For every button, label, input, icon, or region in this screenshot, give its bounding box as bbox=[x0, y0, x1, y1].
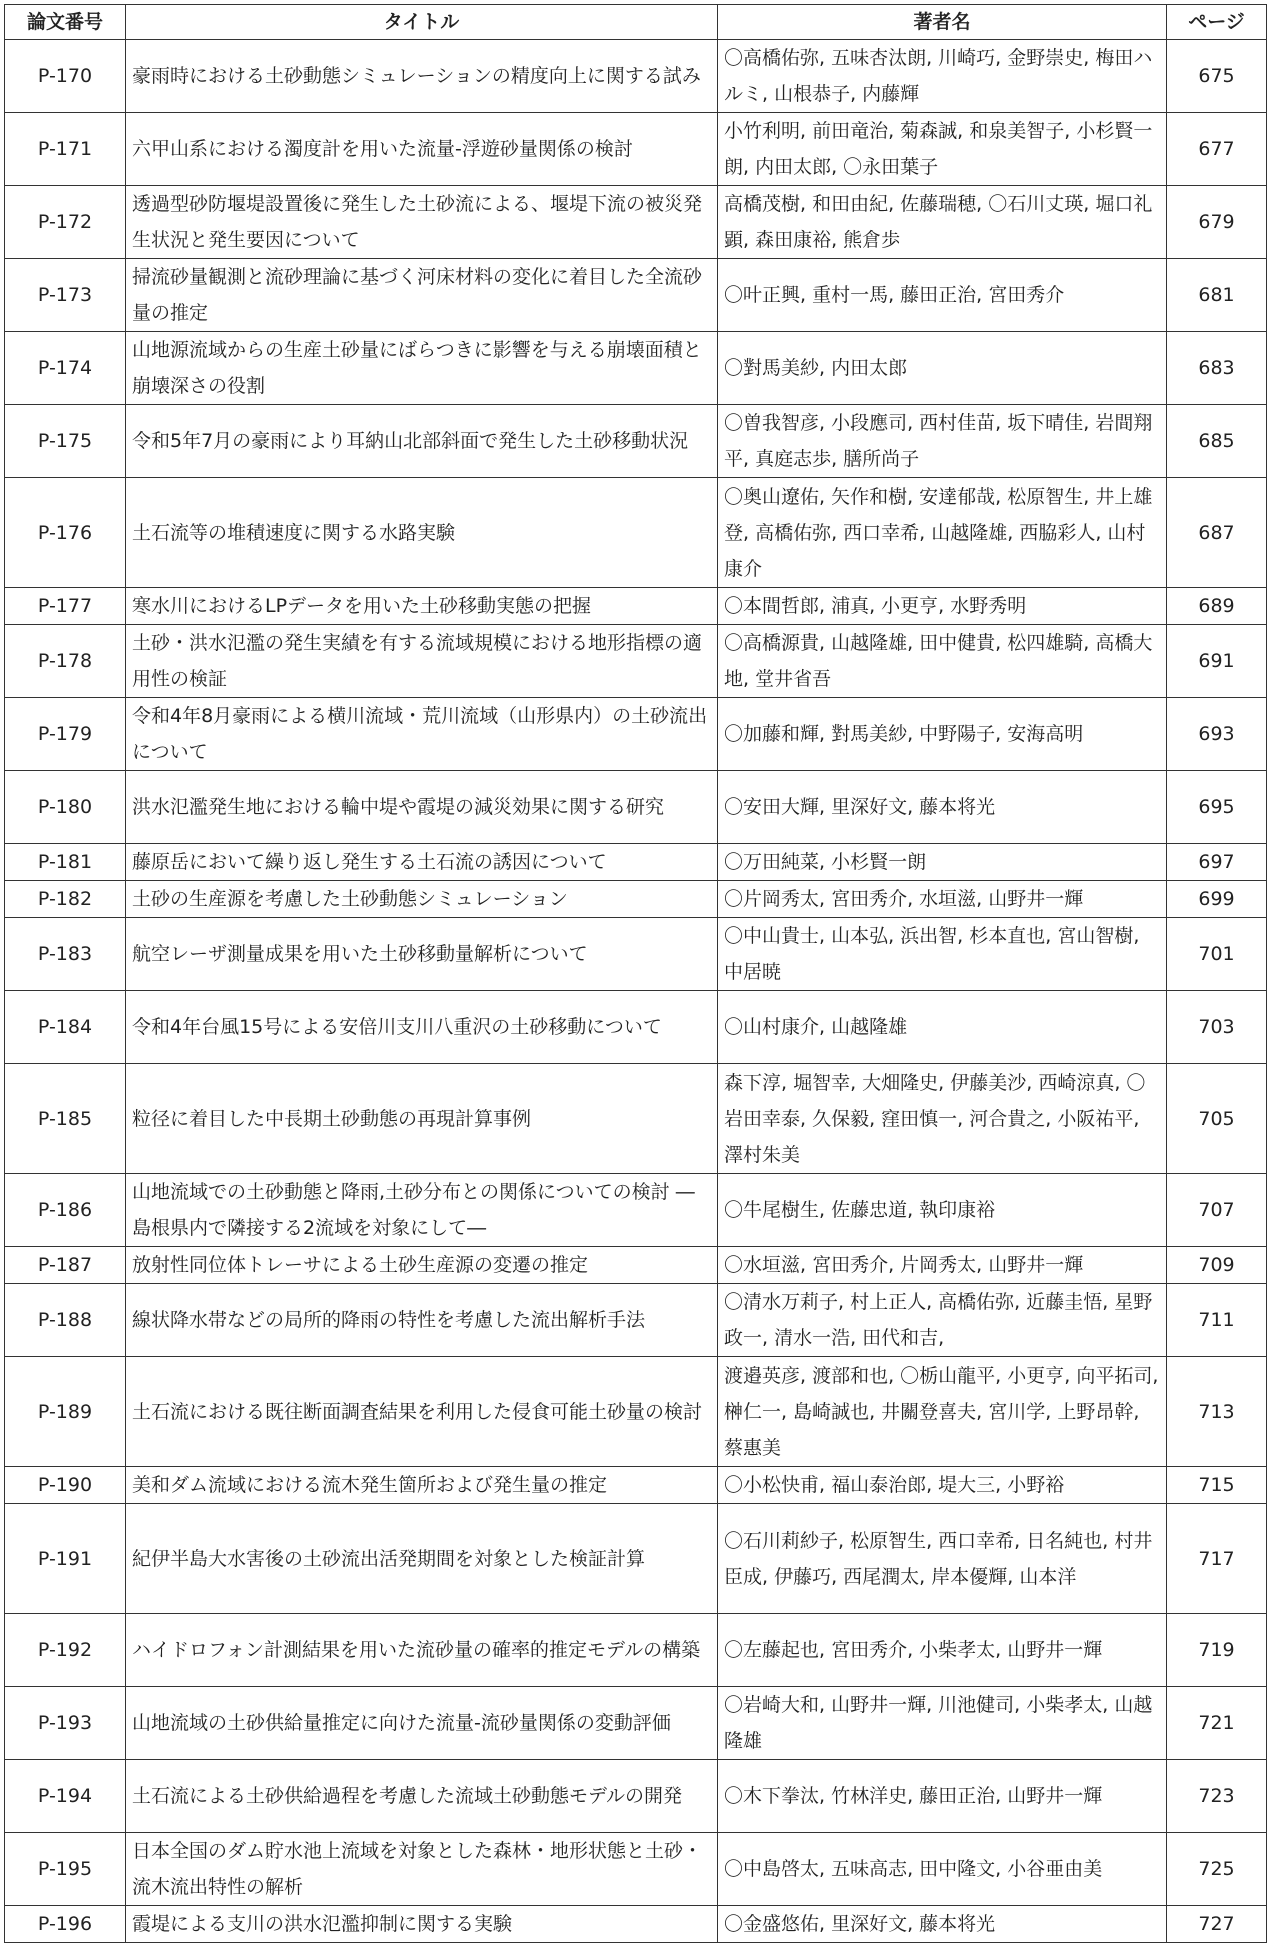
cell-authors: 〇牛尾樹生, 佐藤忠道, 執印康裕 bbox=[718, 1174, 1167, 1247]
cell-page: 711 bbox=[1167, 1284, 1267, 1357]
cell-paper-id: P-183 bbox=[5, 918, 126, 991]
cell-page: 693 bbox=[1167, 698, 1267, 771]
table-row bbox=[5, 1504, 1267, 1614]
cell-paper-id: P-173 bbox=[5, 259, 126, 332]
header-authors: 著者名 bbox=[718, 5, 1167, 40]
cell-title: 紀伊半島大水害後の土砂流出活発期間を対象とした検証計算 bbox=[126, 1504, 718, 1614]
cell-title: 豪雨時における土砂動態シミュレーションの精度向上に関する試み bbox=[126, 40, 718, 113]
header-row bbox=[5, 5, 1267, 40]
cell-page: 687 bbox=[1167, 478, 1267, 588]
cell-authors: 〇本間哲郎, 浦真, 小更亨, 水野秀明 bbox=[718, 588, 1167, 625]
cell-authors: 〇中山貴士, 山本弘, 浜出智, 杉本直也, 宮山智樹, 中居暁 bbox=[718, 918, 1167, 991]
cell-title: 放射性同位体トレーサによる土砂生産源の変遷の推定 bbox=[126, 1247, 718, 1284]
cell-page: 703 bbox=[1167, 991, 1267, 1064]
table-body bbox=[5, 40, 1267, 1943]
paper-list bbox=[4, 4, 1267, 1943]
cell-paper-id: P-193 bbox=[5, 1687, 126, 1760]
cell-authors: 〇中島啓太, 五味高志, 田中隆文, 小谷亜由美 bbox=[718, 1833, 1167, 1906]
table-row bbox=[5, 625, 1267, 698]
table-row bbox=[5, 405, 1267, 478]
cell-paper-id: P-185 bbox=[5, 1064, 126, 1174]
cell-paper-id: P-178 bbox=[5, 625, 126, 698]
table-row bbox=[5, 1687, 1267, 1760]
paper-table bbox=[4, 4, 1267, 1943]
table-row bbox=[5, 40, 1267, 113]
cell-paper-id: P-189 bbox=[5, 1357, 126, 1467]
cell-paper-id: P-171 bbox=[5, 113, 126, 186]
cell-title: 透過型砂防堰堤設置後に発生した土砂流による、堰堤下流の被災発生状況と発生要因について bbox=[126, 186, 718, 259]
cell-authors: 〇安田大輝, 里深好文, 藤本将光 bbox=[718, 771, 1167, 844]
cell-authors: 渡邉英彦, 渡部和也, 〇栃山龍平, 小更亨, 向平拓司, 榊仁一, 島崎誠也, 井關登喜夫, 宮川学, 上野昂幹, 蔡惠美 bbox=[718, 1357, 1167, 1467]
cell-authors: 〇岩崎大和, 山野井一輝, 川池健司, 小柴孝太, 山越隆雄 bbox=[718, 1687, 1167, 1760]
cell-paper-id: P-191 bbox=[5, 1504, 126, 1614]
cell-page: 689 bbox=[1167, 588, 1267, 625]
cell-authors: 〇石川莉紗子, 松原智生, 西口幸希, 日名純也, 村井臣成, 伊藤巧, 西尾潤太, 岸本優輝, 山本洋 bbox=[718, 1504, 1167, 1614]
cell-paper-id: P-186 bbox=[5, 1174, 126, 1247]
cell-paper-id: P-187 bbox=[5, 1247, 126, 1284]
header-page: ページ bbox=[1167, 5, 1267, 40]
cell-authors: 〇水垣滋, 宮田秀介, 片岡秀太, 山野井一輝 bbox=[718, 1247, 1167, 1284]
cell-page: 713 bbox=[1167, 1357, 1267, 1467]
table-row bbox=[5, 1614, 1267, 1687]
cell-title: 土石流における既往断面調査結果を利用した侵食可能土砂量の検討 bbox=[126, 1357, 718, 1467]
cell-title: 霞堤による支川の洪水氾濫抑制に関する実験 bbox=[126, 1906, 718, 1943]
cell-page: 717 bbox=[1167, 1504, 1267, 1614]
cell-page: 691 bbox=[1167, 625, 1267, 698]
cell-authors: 〇左藤起也, 宮田秀介, 小柴孝太, 山野井一輝 bbox=[718, 1614, 1167, 1687]
cell-page: 675 bbox=[1167, 40, 1267, 113]
table-row bbox=[5, 1174, 1267, 1247]
cell-paper-id: P-188 bbox=[5, 1284, 126, 1357]
cell-paper-id: P-181 bbox=[5, 844, 126, 881]
cell-title: 藤原岳において繰り返し発生する土石流の誘因について bbox=[126, 844, 718, 881]
cell-authors: 〇万田純菜, 小杉賢一朗 bbox=[718, 844, 1167, 881]
cell-paper-id: P-172 bbox=[5, 186, 126, 259]
cell-page: 725 bbox=[1167, 1833, 1267, 1906]
cell-page: 721 bbox=[1167, 1687, 1267, 1760]
table-row bbox=[5, 588, 1267, 625]
cell-authors: 〇高橋源貴, 山越隆雄, 田中健貴, 松四雄騎, 高橋大地, 堂井省吾 bbox=[718, 625, 1167, 698]
cell-paper-id: P-180 bbox=[5, 771, 126, 844]
cell-paper-id: P-195 bbox=[5, 1833, 126, 1906]
cell-title: 山地流域の土砂供給量推定に向けた流量-流砂量関係の変動評価 bbox=[126, 1687, 718, 1760]
cell-paper-id: P-176 bbox=[5, 478, 126, 588]
table-row bbox=[5, 1064, 1267, 1174]
cell-authors: 〇高橋佑弥, 五味杏汰朗, 川崎巧, 金野崇史, 梅田ハルミ, 山根恭子, 内藤輝 bbox=[718, 40, 1167, 113]
table-row bbox=[5, 1357, 1267, 1467]
table-row bbox=[5, 991, 1267, 1064]
table-row bbox=[5, 332, 1267, 405]
cell-paper-id: P-170 bbox=[5, 40, 126, 113]
cell-authors: 森下淳, 堀智幸, 大畑隆史, 伊藤美沙, 西崎涼真, 〇岩田幸泰, 久保毅, 窪田慎一, 河合貴之, 小阪祐平, 澤村朱美 bbox=[718, 1064, 1167, 1174]
cell-title: 土砂・洪水氾濫の発生実績を有する流域規模における地形指標の適用性の検証 bbox=[126, 625, 718, 698]
cell-authors: 小竹利明, 前田竜治, 菊森誠, 和泉美智子, 小杉賢一朗, 内田太郎, 〇永田葉子 bbox=[718, 113, 1167, 186]
header-title: タイトル bbox=[126, 5, 718, 40]
table-row bbox=[5, 1284, 1267, 1357]
cell-page: 707 bbox=[1167, 1174, 1267, 1247]
cell-title: 令和5年7月の豪雨により耳納山北部斜面で発生した土砂移動状況 bbox=[126, 405, 718, 478]
cell-title: 掃流砂量観測と流砂理論に基づく河床材料の変化に着目した全流砂量の推定 bbox=[126, 259, 718, 332]
table-row bbox=[5, 478, 1267, 588]
cell-authors: 〇片岡秀太, 宮田秀介, 水垣滋, 山野井一輝 bbox=[718, 881, 1167, 918]
cell-page: 683 bbox=[1167, 332, 1267, 405]
cell-authors: 高橋茂樹, 和田由紀, 佐藤瑞穂, 〇石川丈瑛, 堀口礼顕, 森田康裕, 熊倉歩 bbox=[718, 186, 1167, 259]
cell-title: 令和4年台風15号による安倍川支川八重沢の土砂移動について bbox=[126, 991, 718, 1064]
header-id: 論文番号 bbox=[5, 5, 126, 40]
cell-paper-id: P-192 bbox=[5, 1614, 126, 1687]
cell-page: 677 bbox=[1167, 113, 1267, 186]
cell-page: 679 bbox=[1167, 186, 1267, 259]
cell-paper-id: P-174 bbox=[5, 332, 126, 405]
cell-page: 723 bbox=[1167, 1760, 1267, 1833]
cell-page: 681 bbox=[1167, 259, 1267, 332]
cell-paper-id: P-175 bbox=[5, 405, 126, 478]
cell-authors: 〇木下拳汰, 竹林洋史, 藤田正治, 山野井一輝 bbox=[718, 1760, 1167, 1833]
table-row bbox=[5, 1833, 1267, 1906]
cell-title: 土砂の生産源を考慮した土砂動態シミュレーション bbox=[126, 881, 718, 918]
cell-authors: 〇清水万莉子, 村上正人, 高橋佑弥, 近藤圭悟, 星野政一, 清水一浩, 田代和吉, bbox=[718, 1284, 1167, 1357]
table-row bbox=[5, 1906, 1267, 1943]
cell-authors: 〇小松快甫, 福山泰治郎, 堤大三, 小野裕 bbox=[718, 1467, 1167, 1504]
cell-page: 709 bbox=[1167, 1247, 1267, 1284]
cell-paper-id: P-179 bbox=[5, 698, 126, 771]
cell-authors: 〇叶正興, 重村一馬, 藤田正治, 宮田秀介 bbox=[718, 259, 1167, 332]
table-row bbox=[5, 1247, 1267, 1284]
cell-page: 719 bbox=[1167, 1614, 1267, 1687]
cell-title: ハイドロフォン計測結果を用いた流砂量の確率的推定モデルの構築 bbox=[126, 1614, 718, 1687]
cell-title: 土石流による土砂供給過程を考慮した流域土砂動態モデルの開発 bbox=[126, 1760, 718, 1833]
cell-page: 695 bbox=[1167, 771, 1267, 844]
cell-title: 航空レーザ測量成果を用いた土砂移動量解析について bbox=[126, 918, 718, 991]
cell-title: 寒水川におけるLPデータを用いた土砂移動実態の把握 bbox=[126, 588, 718, 625]
cell-authors: 〇曽我智彦, 小段應司, 西村佳苗, 坂下晴佳, 岩間翔平, 真庭志歩, 膳所尚子 bbox=[718, 405, 1167, 478]
cell-title: 洪水氾濫発生地における輪中堤や霞堤の減災効果に関する研究 bbox=[126, 771, 718, 844]
cell-title: 美和ダム流域における流木発生箇所および発生量の推定 bbox=[126, 1467, 718, 1504]
cell-paper-id: P-177 bbox=[5, 588, 126, 625]
cell-title: 線状降水帯などの局所的降雨の特性を考慮した流出解析手法 bbox=[126, 1284, 718, 1357]
table-row bbox=[5, 1760, 1267, 1833]
cell-authors: 〇山村康介, 山越隆雄 bbox=[718, 991, 1167, 1064]
cell-title: 粒径に着目した中長期土砂動態の再現計算事例 bbox=[126, 1064, 718, 1174]
cell-title: 山地流域での土砂動態と降雨,土砂分布との関係についての検討 ―島根県内で隣接する2流域を対象にして― bbox=[126, 1174, 718, 1247]
table-row bbox=[5, 918, 1267, 991]
cell-title: 令和4年8月豪雨による横川流域・荒川流域（山形県内）の土砂流出について bbox=[126, 698, 718, 771]
table-row bbox=[5, 186, 1267, 259]
table-row bbox=[5, 698, 1267, 771]
table-row bbox=[5, 881, 1267, 918]
cell-paper-id: P-194 bbox=[5, 1760, 126, 1833]
cell-authors: 〇加藤和輝, 對馬美紗, 中野陽子, 安海高明 bbox=[718, 698, 1167, 771]
cell-page: 715 bbox=[1167, 1467, 1267, 1504]
cell-title: 山地源流域からの生産土砂量にばらつきに影響を与える崩壊面積と崩壊深さの役割 bbox=[126, 332, 718, 405]
cell-authors: 〇對馬美紗, 内田太郎 bbox=[718, 332, 1167, 405]
cell-page: 727 bbox=[1167, 1906, 1267, 1943]
cell-page: 701 bbox=[1167, 918, 1267, 991]
table-row bbox=[5, 844, 1267, 881]
cell-title: 日本全国のダム貯水池上流域を対象とした森林・地形状態と土砂・流木流出特性の解析 bbox=[126, 1833, 718, 1906]
cell-paper-id: P-184 bbox=[5, 991, 126, 1064]
cell-authors: 〇奥山遼佑, 矢作和樹, 安達郁哉, 松原智生, 井上雄登, 高橋佑弥, 西口幸希, 山越隆雄, 西脇彩人, 山村康介 bbox=[718, 478, 1167, 588]
table-row bbox=[5, 113, 1267, 186]
cell-title: 六甲山系における濁度計を用いた流量-浮遊砂量関係の検討 bbox=[126, 113, 718, 186]
cell-page: 697 bbox=[1167, 844, 1267, 881]
cell-paper-id: P-190 bbox=[5, 1467, 126, 1504]
table-row bbox=[5, 771, 1267, 844]
table-row bbox=[5, 1467, 1267, 1504]
cell-page: 699 bbox=[1167, 881, 1267, 918]
cell-page: 705 bbox=[1167, 1064, 1267, 1174]
cell-paper-id: P-196 bbox=[5, 1906, 126, 1943]
cell-paper-id: P-182 bbox=[5, 881, 126, 918]
table-row bbox=[5, 259, 1267, 332]
cell-title: 土石流等の堆積速度に関する水路実験 bbox=[126, 478, 718, 588]
cell-page: 685 bbox=[1167, 405, 1267, 478]
cell-authors: 〇金盛悠佑, 里深好文, 藤本将光 bbox=[718, 1906, 1167, 1943]
